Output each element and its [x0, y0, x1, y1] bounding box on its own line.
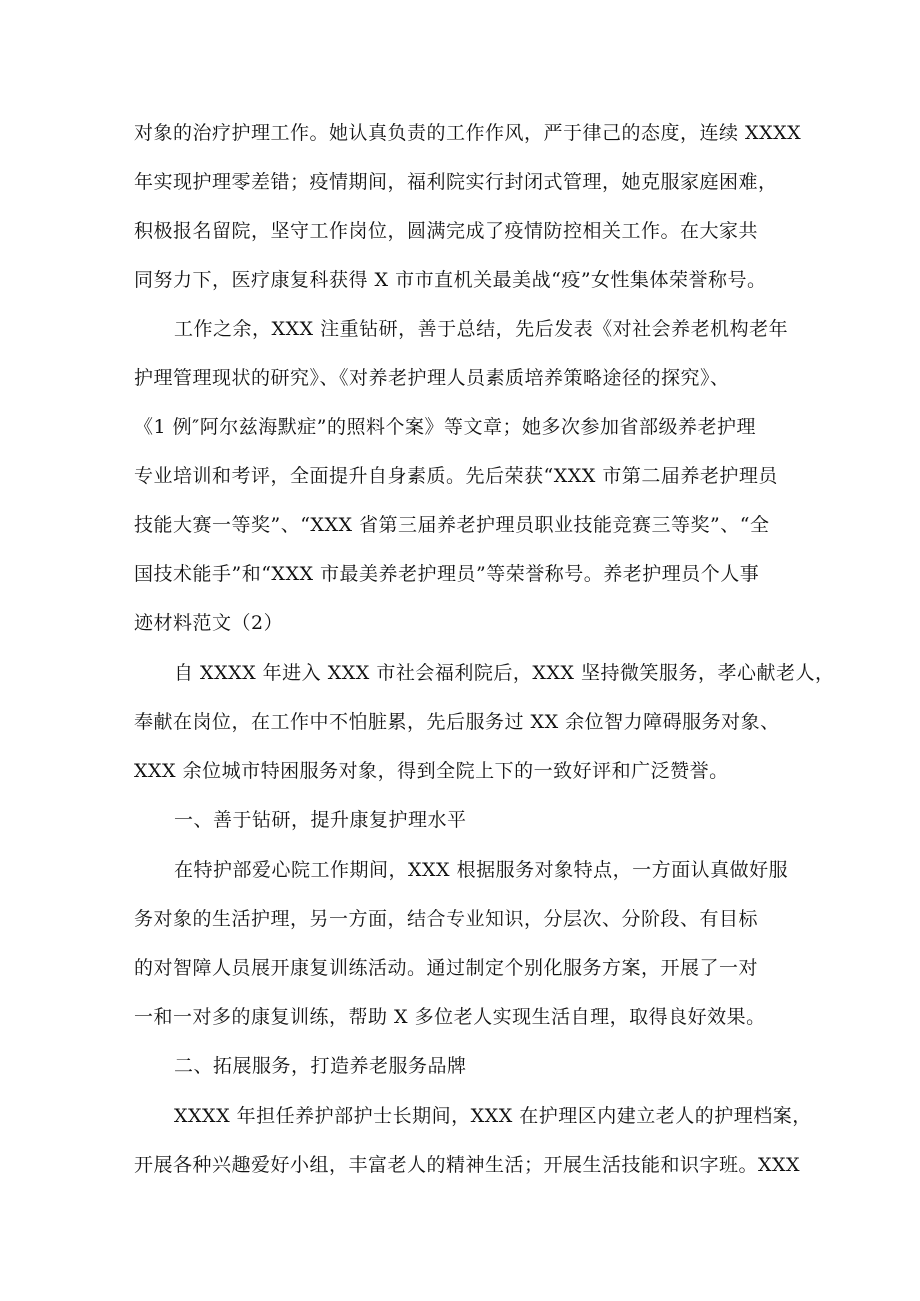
text-line: 务对象的生活护理，另一方面，结合专业知识，分层次、分阶段、有目标 — [134, 908, 759, 930]
text-line: 对象的治疗护理工作。她认真负责的工作作风，严于律己的态度，连续 XXXX — [134, 122, 802, 144]
text-line: XXX 余位城市特困服务对象，得到全院上下的一致好评和广泛赞誉。 — [134, 760, 729, 782]
text-line: 在特护部爱心院工作期间，XXX 根据服务对象特点，一方面认真做好服 — [174, 859, 789, 881]
section-heading: 二、拓展服务，打造养老服务品牌 — [174, 1055, 467, 1077]
text-line: 技能大赛一等奖”、“XXX 省第三届养老护理员职业技能竞赛三等奖”、“全 — [134, 514, 770, 536]
text-line: 一和一对多的康复训练，帮助 X 多位老人实现生活自理，取得良好效果。 — [134, 1006, 766, 1028]
text-line: 迹材料范文（2） — [134, 612, 284, 634]
text-line: 《1 例″阿尔兹海默症”的照料个案》等文章；她多次参加省部级养老护理 — [134, 416, 756, 438]
text-line: 积极报名留院，坚守工作岗位，圆满完成了疫情防控相关工作。在大家共 — [134, 220, 759, 242]
text-line: 护理管理现状的研究》、《对养老护理人员素质培养策略途径的探究》、 — [134, 367, 730, 389]
section-heading: 一、善于钻研，提升康复护理水平 — [174, 809, 467, 831]
text-line: 年实现护理零差错；疫情期间，福利院实行封闭式管理，她克服家庭困难， — [134, 171, 778, 193]
text-line: 国技术能手”和“XXX 市最美养老护理员”等荣誉称号。养老护理员个人事 — [134, 563, 760, 585]
text-line: 的对智障人员展开康复训练活动。通过制定个别化服务方案，开展了一对 — [134, 957, 759, 979]
text-line: 自 XXXX 年进入 XXX 市社会福利院后，XXX 坚持微笑服务，孝心献老人， — [174, 662, 835, 684]
text-line: 工作之余，XXX 注重钻研，善于总结，先后发表《对社会养老机构老年 — [174, 318, 789, 340]
text-line: 专业培训和考评，全面提升自身素质。先后荣获“XXX 市第二届养老护理员 — [134, 465, 778, 487]
text-line: XXXX 年担任养护部护士长期间，XXX 在护理区内建立老人的护理档案， — [174, 1105, 812, 1127]
text-line: 奉献在岗位，在工作中不怕脏累，先后服务过 XX 余位智力障碍服务对象、 — [134, 711, 780, 733]
text-line: 同努力下，医疗康复科获得 X 市市直机关最美战“疫”女性集体荣誉称号。 — [134, 269, 767, 291]
text-line: 开展各种兴趣爱好小组，丰富老人的精神生活；开展生活技能和识字班。XXX — [134, 1154, 801, 1176]
